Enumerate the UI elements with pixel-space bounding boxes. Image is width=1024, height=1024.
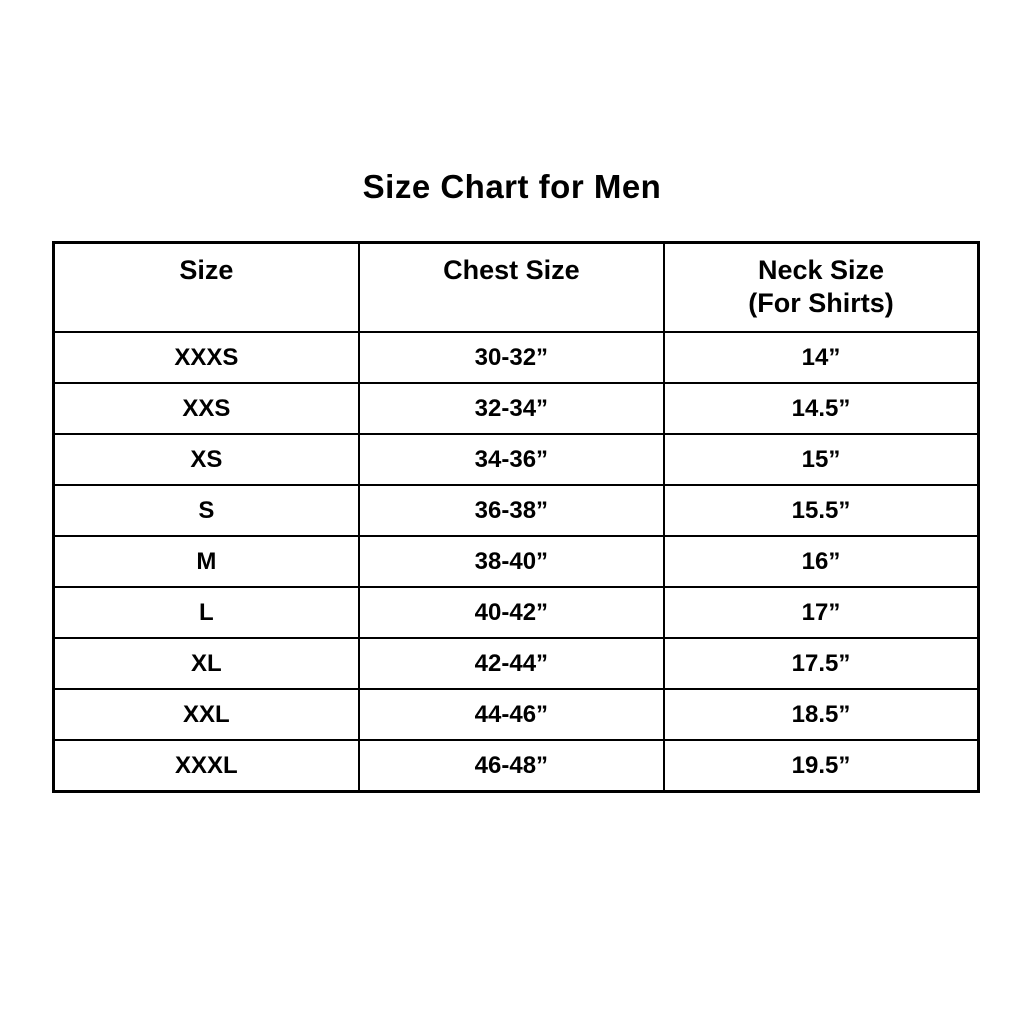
cell-neck-size: 14” [664,332,979,383]
col-header-neck-size-sub: (For Shirts) [748,288,894,319]
table-row [54,689,979,740]
col-header-chest-size-label: Chest Size [443,254,580,285]
cell-size: XXXL [54,740,359,792]
size-chart-table [52,241,980,793]
table-row [54,587,979,638]
table-row [54,383,979,434]
table-row [54,740,979,792]
cell-chest-size: 30-32” [359,332,664,383]
table-row [54,332,979,383]
cell-size: XXXS [54,332,359,383]
col-header-size-label: Size [179,254,234,285]
cell-chest-size: 34-36” [359,434,664,485]
table-row [54,485,979,536]
table-row [54,434,979,485]
cell-neck-size: 15.5” [664,485,979,536]
cell-size: XS [54,434,359,485]
cell-size: L [54,587,359,638]
table-header-row [54,243,979,333]
col-header-chest-size [359,243,664,333]
cell-neck-size: 15” [664,434,979,485]
cell-size: S [54,485,359,536]
page-title: Size Chart for Men [362,168,662,205]
cell-neck-size: 14.5” [664,383,979,434]
cell-chest-size: 40-42” [359,587,664,638]
cell-chest-size: 46-48” [359,740,664,792]
col-header-neck-size-label: Neck Size [757,254,885,285]
table-row [54,536,979,587]
col-header-chest-size-sub [360,287,663,321]
cell-neck-size: 17” [664,587,979,638]
col-header-neck-size [664,243,979,333]
cell-chest-size: 32-34” [359,383,664,434]
cell-size: XXS [54,383,359,434]
cell-size: XXL [54,689,359,740]
cell-chest-size: 38-40” [359,536,664,587]
cell-size: M [54,536,359,587]
cell-neck-size: 17.5” [664,638,979,689]
cell-chest-size: 36-38” [359,485,664,536]
col-header-size [54,243,359,333]
cell-chest-size: 42-44” [359,638,664,689]
cell-chest-size: 44-46” [359,689,664,740]
cell-neck-size: 18.5” [664,689,979,740]
col-header-size-sub [55,287,358,321]
cell-neck-size: 19.5” [664,740,979,792]
cell-size: XL [54,638,359,689]
table-row [54,638,979,689]
cell-neck-size: 16” [664,536,979,587]
